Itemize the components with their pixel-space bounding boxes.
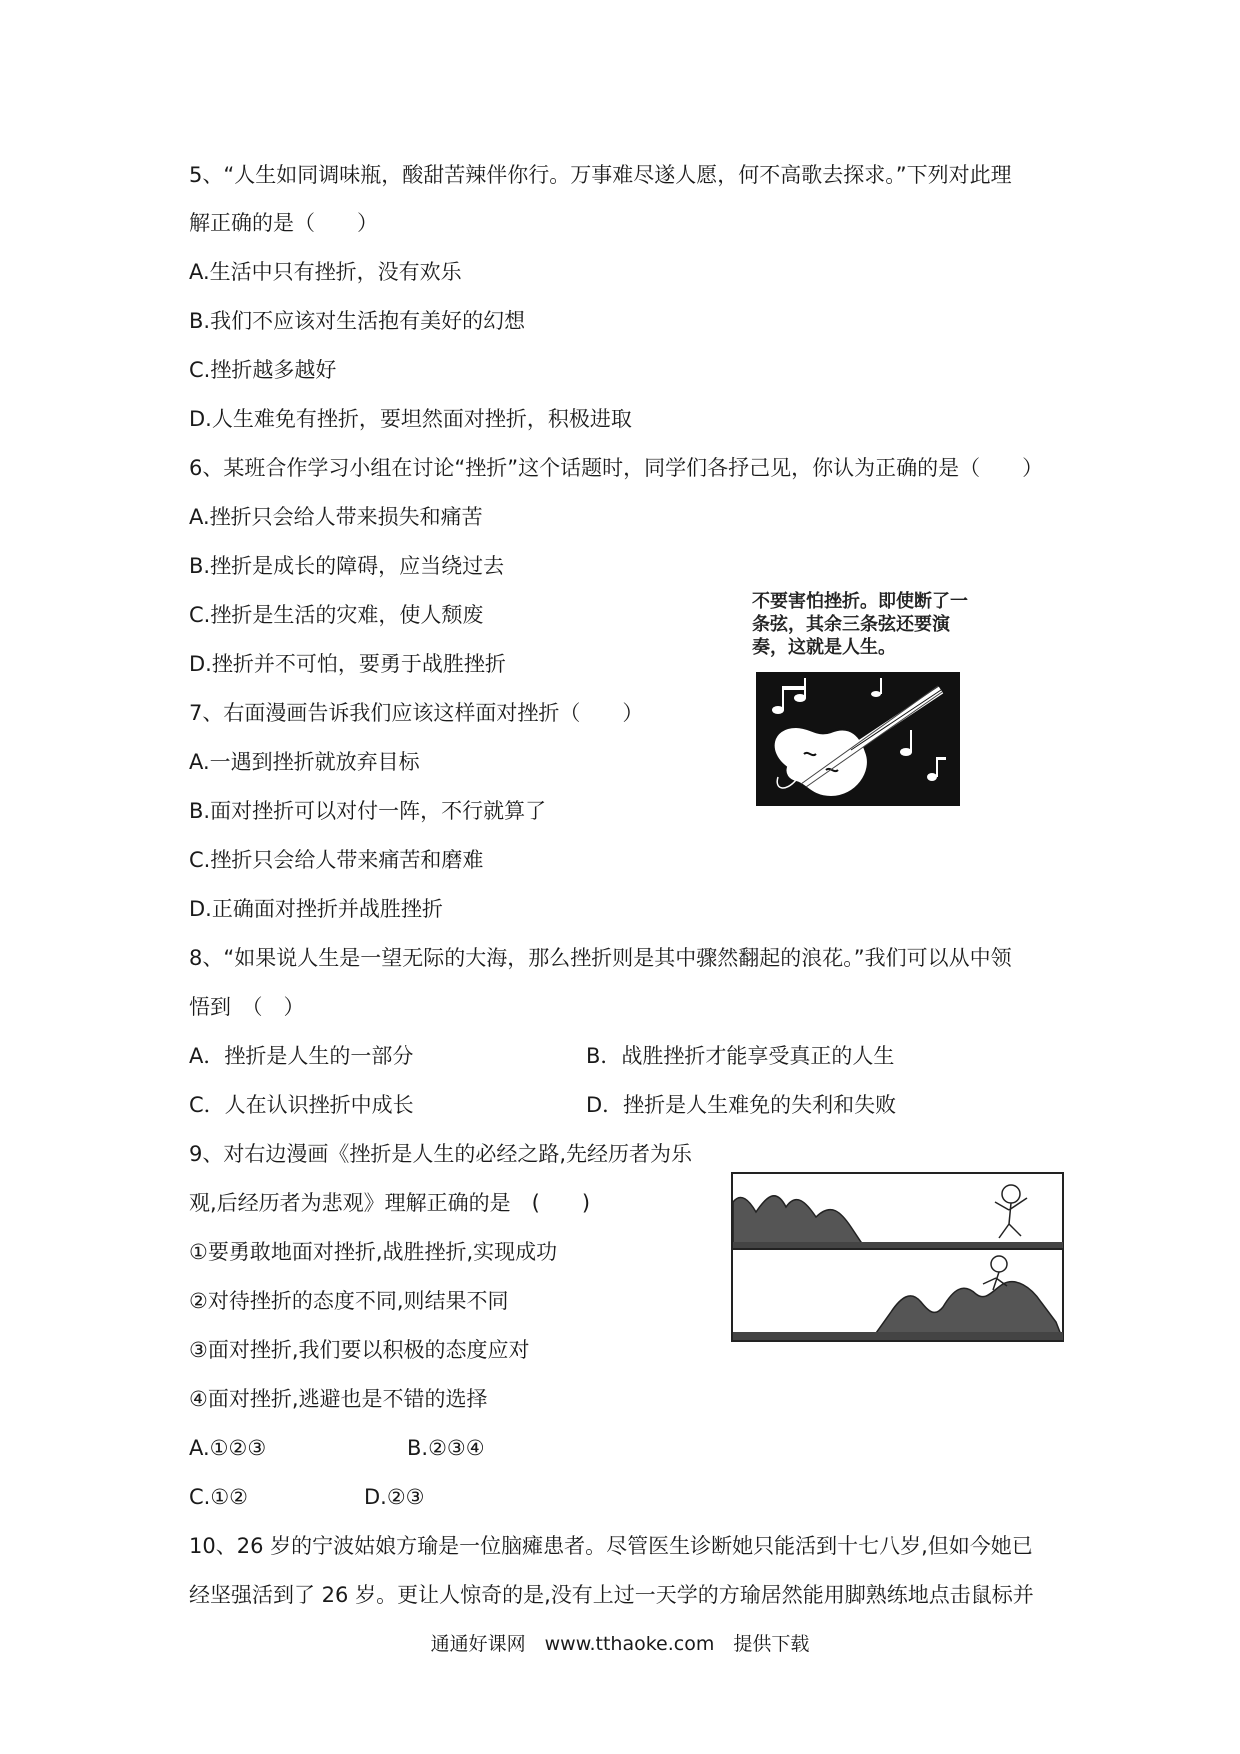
q8-option-b: B．战胜挫折才能享受真正的人生: [586, 1044, 895, 1068]
q9-statement-3: ③面对挫折,我们要以积极的态度应对: [189, 1338, 530, 1362]
q8-stem-line1: 8、“如果说人生是一望无际的大海，那么挫折则是其中骤然翻起的浪花。”我们可以从中领: [189, 946, 1012, 970]
q10-line2: 经坚强活到了 26 岁。更让人惊奇的是,没有上过一天学的方瑜居然能用脚熟练地点击鼠标并: [189, 1583, 1034, 1607]
q7-option-d: D.正确面对挫折并战胜挫折: [189, 897, 443, 921]
q8-option-c: C．人在认识挫折中成长: [189, 1093, 414, 1117]
q9-option-d: D.②③: [364, 1485, 425, 1509]
q5-option-b: B.我们不应该对生活抱有美好的幻想: [189, 309, 526, 333]
q9-stem-line1: 9、对右边漫画《挫折是人生的必经之路,先经历者为乐: [189, 1142, 693, 1166]
mountain-cartoon: [731, 1172, 1064, 1342]
page-footer: 通通好课网 www.tthaoke.com 提供下载: [430, 1633, 810, 1655]
q9-statement-2: ②对待挫折的态度不同,则结果不同: [189, 1289, 509, 1313]
q6-option-a: A.挫折只会给人带来损失和痛苦: [189, 505, 483, 529]
q5-option-c: C.挫折越多越好: [189, 358, 337, 382]
q9-option-a: A.①②③: [189, 1436, 267, 1460]
q8-option-a: A．挫折是人生的一部分: [189, 1044, 414, 1068]
q10-line1: 10、26 岁的宁波姑娘方瑜是一位脑瘫患者。尽管医生诊断她只能活到十七八岁,但如今她已: [189, 1534, 1033, 1558]
q5-option-a: A.生活中只有挫折，没有欢乐: [189, 260, 462, 284]
q5-stem-line1: 5、“人生如同调味瓶，酸甜苦辣伴你行。万事难尽遂人愿，何不高歌去探求。”下列对此理: [189, 163, 1012, 187]
q9-statement-4: ④面对挫折,逃避也是不错的选择: [189, 1387, 488, 1411]
q7-stem: 7、右面漫画告诉我们应该这样面对挫折（ ）: [189, 701, 644, 725]
q8-option-d: D．挫折是人生难免的失利和失败: [586, 1093, 897, 1117]
q9-option-b: B.②③④: [407, 1436, 485, 1460]
violin-cartoon: [756, 672, 960, 806]
q7-option-a: A.一遇到挫折就放弃目标: [189, 750, 420, 774]
q5-option-d: D.人生难免有挫折，要坦然面对挫折，积极进取: [189, 407, 632, 431]
q8-stem-line2: 悟到 （ ）: [189, 995, 305, 1019]
violin-cartoon-caption: 不要害怕挫折。即使断了一条弦，其余三条弦还要演奏，这就是人生。: [752, 591, 968, 658]
q5-stem-line2: 解正确的是（ ）: [189, 211, 378, 235]
q6-option-d: D.挫折并不可怕，要勇于战胜挫折: [189, 652, 506, 676]
q6-option-b: B.挫折是成长的障碍，应当绕过去: [189, 554, 505, 578]
q9-option-c: C.①②: [189, 1485, 248, 1509]
q6-stem: 6、某班合作学习小组在讨论“挫折”这个话题时，同学们各抒己见，你认为正确的是（ ）: [189, 456, 1044, 480]
q9-stem-line2: 观,后经历者为悲观》理解正确的是 ( ): [189, 1191, 591, 1215]
q7-option-b: B.面对挫折可以对付一阵，不行就算了: [189, 799, 547, 823]
q6-option-c: C.挫折是生活的灾难，使人颓废: [189, 603, 484, 627]
q7-option-c: C.挫折只会给人带来痛苦和磨难: [189, 848, 484, 872]
q9-statement-1: ①要勇敢地面对挫折,战胜挫折,实现成功: [189, 1240, 558, 1264]
